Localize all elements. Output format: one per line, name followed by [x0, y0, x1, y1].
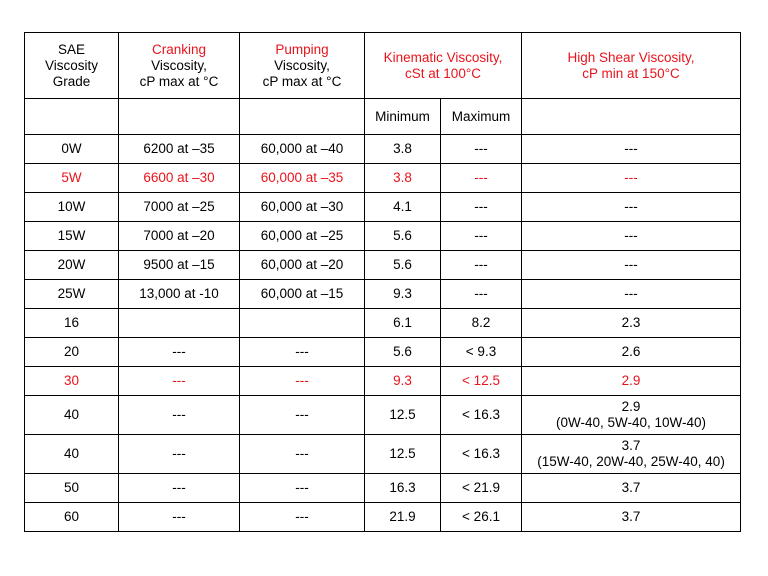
cell-kinematic-min: 6.1	[365, 309, 441, 338]
cell-cranking: 13,000 at -10	[119, 280, 240, 309]
cell-pumping: 60,000 at –35	[240, 164, 365, 193]
cell-high-shear: ---	[522, 280, 741, 309]
cell-pumping: ---	[240, 503, 365, 532]
cell-kinematic-min: 16.3	[365, 474, 441, 503]
cell-grade: 30	[25, 367, 119, 396]
cell-pumping: 60,000 at –15	[240, 280, 365, 309]
cell-pumping: 60,000 at –20	[240, 251, 365, 280]
cell-kinematic-max: < 12.5	[441, 367, 522, 396]
table-row	[25, 164, 741, 193]
cell-kinematic-min: 9.3	[365, 367, 441, 396]
cell-high-shear: 2.9 (0W-40, 5W-40, 10W-40)	[522, 396, 741, 435]
cell-high-shear: 2.3	[522, 309, 741, 338]
cell-cranking: ---	[119, 503, 240, 532]
cell-cranking: ---	[119, 367, 240, 396]
cell-cranking: ---	[119, 474, 240, 503]
header-pumping	[240, 33, 365, 99]
cell-kinematic-min: 5.6	[365, 338, 441, 367]
cell-kinematic-min: 21.9	[365, 503, 441, 532]
cell-kinematic-max: 8.2	[441, 309, 522, 338]
cell-cranking: ---	[119, 338, 240, 367]
cell-pumping: ---	[240, 338, 365, 367]
cell-kinematic-min: 12.5	[365, 396, 441, 435]
table-row	[25, 280, 741, 309]
cell-kinematic-max: ---	[441, 193, 522, 222]
cell-kinematic-max: ---	[441, 280, 522, 309]
cell-kinematic-min: 9.3	[365, 280, 441, 309]
header-cranking	[119, 33, 240, 99]
table-row	[25, 193, 741, 222]
cell-kinematic-max: ---	[441, 251, 522, 280]
cell-kinematic-min: 5.6	[365, 251, 441, 280]
table-body	[25, 135, 741, 532]
subheader-maximum: Maximum	[441, 99, 522, 135]
cell-kinematic-min: 3.8	[365, 135, 441, 164]
cell-kinematic-max: ---	[441, 135, 522, 164]
cell-cranking: 7000 at –25	[119, 193, 240, 222]
subheader-empty-high-shear	[522, 99, 741, 135]
header-pumping-title: Pumping	[275, 41, 329, 57]
cell-high-shear: 3.7 (15W-40, 20W-40, 25W-40, 40)	[522, 435, 741, 474]
cell-pumping	[240, 309, 365, 338]
cell-kinematic-max: ---	[441, 164, 522, 193]
cell-grade: 0W	[25, 135, 119, 164]
header-grade: SAE Viscosity Grade	[25, 33, 119, 99]
cell-grade: 5W	[25, 164, 119, 193]
cell-grade: 50	[25, 474, 119, 503]
cell-high-shear: ---	[522, 193, 741, 222]
subheader-empty-grade	[25, 99, 119, 135]
table-row	[25, 474, 741, 503]
cell-grade: 16	[25, 309, 119, 338]
subheader-empty-pumping	[240, 99, 365, 135]
cell-grade: 25W	[25, 280, 119, 309]
cell-high-shear: 2.9	[522, 367, 741, 396]
table-row	[25, 367, 741, 396]
cell-high-shear: ---	[522, 164, 741, 193]
cell-cranking: 9500 at –15	[119, 251, 240, 280]
cell-grade: 15W	[25, 222, 119, 251]
cell-kinematic-max: < 21.9	[441, 474, 522, 503]
subheader-empty-cranking	[119, 99, 240, 135]
header-kinematic: Kinematic Viscosity, cSt at 100°C	[365, 33, 522, 99]
table-row	[25, 135, 741, 164]
cell-cranking: ---	[119, 435, 240, 474]
cell-pumping: ---	[240, 367, 365, 396]
cell-kinematic-max: < 26.1	[441, 503, 522, 532]
sae-viscosity-table	[24, 32, 741, 532]
header-high-shear: High Shear Viscosity, cP min at 150°C	[522, 33, 741, 99]
table-row	[25, 309, 741, 338]
cell-kinematic-max: < 9.3	[441, 338, 522, 367]
cell-kinematic-min: 3.8	[365, 164, 441, 193]
cell-high-shear: ---	[522, 251, 741, 280]
cell-kinematic-min: 12.5	[365, 435, 441, 474]
cell-kinematic-max: ---	[441, 222, 522, 251]
cell-grade: 40	[25, 396, 119, 435]
cell-pumping: 60,000 at –30	[240, 193, 365, 222]
cell-grade: 20W	[25, 251, 119, 280]
cell-cranking: 7000 at –20	[119, 222, 240, 251]
cell-grade: 20	[25, 338, 119, 367]
cell-kinematic-min: 5.6	[365, 222, 441, 251]
cell-kinematic-min: 4.1	[365, 193, 441, 222]
table-row	[25, 222, 741, 251]
cell-cranking: 6200 at –35	[119, 135, 240, 164]
cell-kinematic-max: < 16.3	[441, 435, 522, 474]
cell-pumping: ---	[240, 474, 365, 503]
cell-grade: 10W	[25, 193, 119, 222]
cell-high-shear: ---	[522, 222, 741, 251]
cell-pumping: 60,000 at –40	[240, 135, 365, 164]
cell-pumping: 60,000 at –25	[240, 222, 365, 251]
cell-high-shear: 2.6	[522, 338, 741, 367]
cell-grade: 40	[25, 435, 119, 474]
header-cranking-title: Cranking	[151, 41, 207, 57]
header-pumping-sub: Viscosity, cP max at °C	[262, 57, 342, 89]
cell-pumping: ---	[240, 396, 365, 435]
cell-high-shear: 3.7	[522, 474, 741, 503]
cell-high-shear: 3.7	[522, 503, 741, 532]
header-row	[25, 33, 741, 99]
subheader-minimum: Minimum	[365, 99, 441, 135]
table-row	[25, 396, 741, 435]
cell-cranking: 6600 at –30	[119, 164, 240, 193]
subheader-row	[25, 99, 741, 135]
header-cranking-sub: Viscosity, cP max at °C	[139, 57, 219, 89]
cell-kinematic-max: < 16.3	[441, 396, 522, 435]
cell-pumping: ---	[240, 435, 365, 474]
table-row	[25, 251, 741, 280]
cell-grade: 60	[25, 503, 119, 532]
table-row	[25, 338, 741, 367]
table-row	[25, 503, 741, 532]
cell-high-shear: ---	[522, 135, 741, 164]
table-row	[25, 435, 741, 474]
cell-cranking	[119, 309, 240, 338]
cell-cranking: ---	[119, 396, 240, 435]
